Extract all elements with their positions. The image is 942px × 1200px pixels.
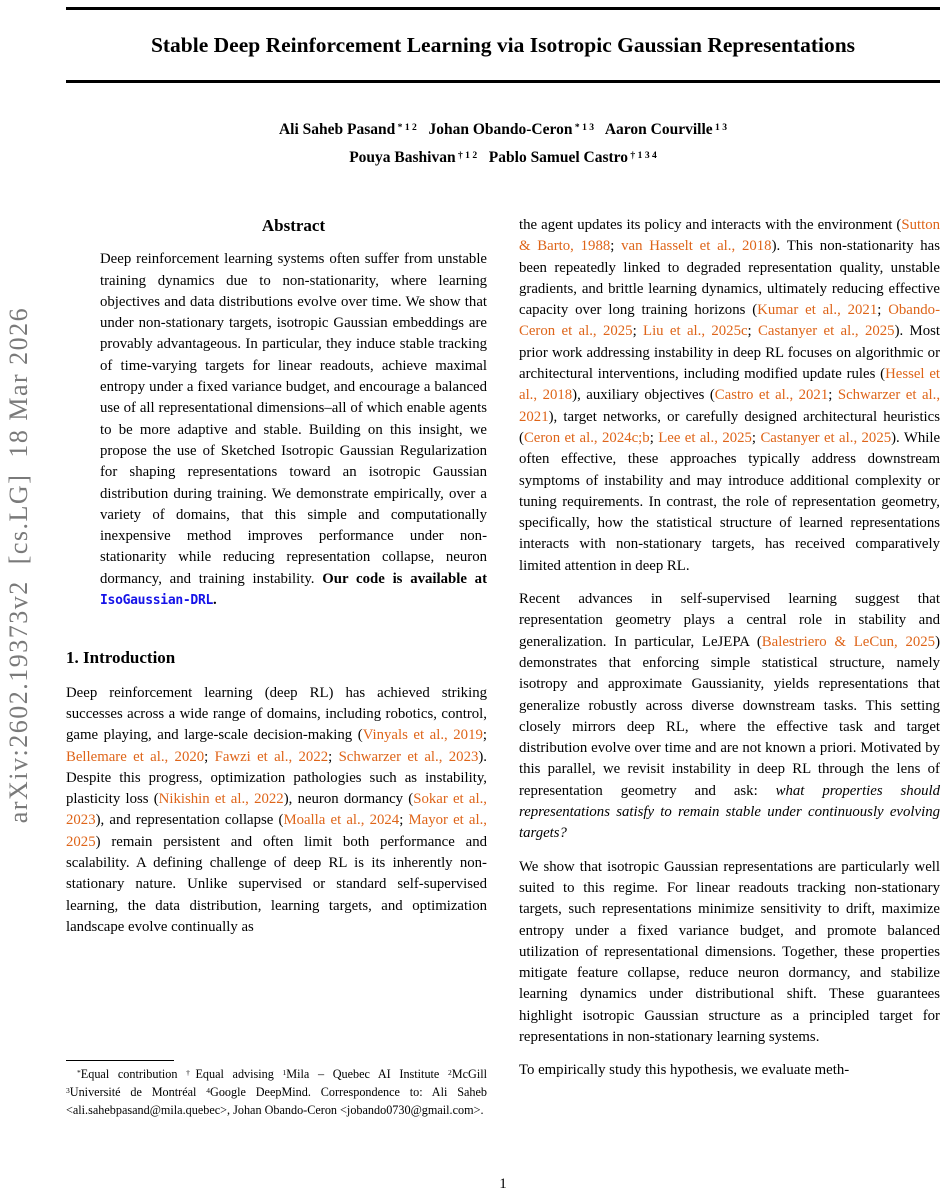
author-line-1 [66, 117, 940, 145]
footnote-rule [66, 1060, 174, 1061]
text-run: ; [328, 748, 339, 765]
bold-text: Pouya Bashivan [349, 149, 456, 166]
paper-title: Stable Deep Reinforcement Learning via Isotropic Gaussian Representations [150, 33, 856, 57]
text-run: ). While often effective, these approaches typically address downstream symptoms of instability and may introduce additional complexity or tuning requirements. In contrast, the role of representation geometry, specifically, how the statistical structure of learned representations interacts with non-stationary targets, has received comparatively limited attention in deep RL. [519, 429, 941, 574]
text-run: ) demonstrates that enforcing simple statistical structure, namely isotropy and approximate Gaussianity, yields representations that generalize robustly across diverse downstream tasks. This setting closely mirrors deep RL, where the effective task and target distribution evolve over time and are not known a priori. Motivated by this parallel, we revisit instability in deep RL through the lens of representation geometry and ask: [519, 633, 940, 799]
text-run: ; [828, 387, 838, 404]
text-run [594, 121, 605, 138]
text-run: ), target networks, or carefully designed architectural heuristics ( [519, 408, 940, 446]
arxiv-watermark: arXiv:2602.19373v2 [cs.LG] 18 Mar 2026 [4, 306, 33, 824]
superscript-marker: † 1 3 4 [628, 149, 657, 161]
citation-link[interactable]: Schwarzer et al., 2021 [519, 387, 941, 425]
author-line-2 [66, 145, 940, 173]
superscript-marker: † 1 2 [455, 149, 478, 161]
citation-link[interactable]: Ceron et al., 2024c;b [523, 429, 650, 446]
footnote-text [66, 1066, 487, 1119]
text-run [477, 149, 489, 166]
citation-link[interactable]: Kumar et al., 2021 [757, 302, 878, 319]
superscript-marker: 2 [447, 1067, 452, 1077]
citation-link[interactable]: Mayor et al., 2025 [66, 812, 487, 850]
bold-text: . [213, 592, 217, 609]
introduction-paragraph [66, 683, 487, 939]
title-rule-top [66, 7, 940, 10]
bold-text: Our code is available at [322, 570, 487, 587]
text-run: ; [482, 727, 488, 744]
citation-link[interactable]: Moalla et al., 2024 [283, 812, 400, 829]
citation-link[interactable]: Castanyer et al., 2025 [760, 429, 892, 446]
text-run: ; [877, 302, 889, 319]
text-run: ), and representation collapse ( [95, 812, 284, 829]
superscript-marker: 4 [206, 1085, 211, 1095]
text-run: Equal advising [195, 1067, 283, 1081]
citation-link[interactable]: Bellemare et al., 2020 [66, 748, 205, 765]
body-paragraph [519, 215, 940, 577]
superscript-marker: 1 3 [712, 121, 728, 133]
citation-link[interactable]: Obando-Ceron et al., 2025 [519, 302, 940, 340]
text-run: ; [649, 429, 659, 446]
text-run: ). Despite this progress, optimization pathologies such as instability, plasticity loss ( [66, 748, 488, 808]
italic-text: what properties should representations satisfy to remain stable under continuously evolving targets? [519, 782, 941, 842]
bold-text: Pablo Samuel Castro [488, 149, 629, 166]
left-column [66, 215, 487, 1094]
section-heading-introduction: 1. Introduction [66, 648, 176, 668]
citation-link[interactable]: Castanyer et al., 2025 [758, 323, 895, 340]
body-paragraph [519, 1060, 940, 1081]
text-run: To empirically study this hypothesis, we evaluate meth- [519, 1062, 850, 1079]
code-link[interactable]: IsoGaussian-DRL [100, 593, 214, 609]
paper-content [66, 0, 940, 1094]
text-run: Recent advances in self-supervised learning suggest that representation geometry plays a central role in stability and generalization. In particular, LeJEPA ( [519, 591, 940, 650]
two-column-layout [66, 215, 940, 1094]
citation-link[interactable]: Castro et al., 2021 [714, 387, 829, 404]
text-run: ). This non-stationarity has been repeatedly linked to degraded representation quality, unstable gradients, and brittle learning dynamics, ultimately reducing effective capacity over long training horizons ( [519, 238, 941, 319]
citation-link[interactable]: Sutton & Barto, 1988 [519, 217, 940, 255]
text-run: ; [204, 748, 215, 765]
text-run: Mila – Quebec AI Institute [286, 1067, 448, 1081]
abstract-section [66, 215, 487, 611]
text-run: Google DeepMind. Correspondence to: Ali Saheb <ali.sahebpasand@mila.quebec>, Johan Obando-Ceron <jobando0730@gmail.com>. [66, 1085, 487, 1118]
body-paragraph [519, 857, 940, 1049]
text-run: Equal contribution [80, 1067, 187, 1081]
citation-link[interactable]: van Hasselt et al., 2018 [621, 238, 772, 255]
citation-link[interactable]: Schwarzer et al., 2023 [338, 748, 479, 765]
page-number: 1 [499, 1176, 507, 1192]
citation-link[interactable]: Sokar et al., 2023 [66, 791, 487, 829]
text-run: ; [747, 323, 759, 340]
text-run: Deep reinforcement learning (deep RL) has achieved striking successes across a wide range of domains, including robotics, control, game playing, and large-scale decision-making ( [66, 684, 487, 744]
citation-link[interactable]: Lee et al., 2025 [658, 429, 752, 446]
footnote-block [66, 1058, 487, 1119]
text-run: ) remain persistent and often limit both performance and scalability. A defining challenge of deep RL is its inherently non-stationary nature. Unlike supervised or standard self-supervised learning, the data distribution, learning targets, and optimization landscape evolve continually as [66, 833, 487, 935]
superscript-marker: * 1 3 [572, 121, 595, 133]
body-paragraph [519, 589, 940, 845]
abstract-heading: Abstract [261, 216, 326, 235]
superscript-marker: * [77, 1067, 81, 1077]
text-run: ; [399, 812, 409, 829]
citation-link[interactable]: Fawzi et al., 2022 [214, 748, 329, 765]
text-run: We show that isotropic Gaussian representations are particularly well suited to this regime. For linear readouts tracking non-stationary targets, such representations minimize sensitivity to drift, maximize entropy under a fixed variance budget, and promote balanced utilization of representational dimensions. Together, these properties mitigate feature collapse, reduce neuron dormancy, and stabilize learning dynamics under distributional shift. These guarantees highlight isotropic Gaussian structure as a principled target for representations in non-stationary learning systems. [519, 858, 940, 1045]
text-run: Université de Montréal [69, 1085, 207, 1100]
text-run: ). Most prior work addressing instability in deep RL focuses on algorithmic or architectural interventions, including modified update rules ( [519, 323, 940, 383]
text-run: McGill [451, 1067, 487, 1081]
text-run: ; [632, 323, 644, 340]
citation-link[interactable]: Balestriero & LeCun, 2025 [761, 633, 936, 650]
superscript-marker: 3 [66, 1085, 70, 1095]
citation-link[interactable]: Nikishin et al., 2022 [158, 791, 284, 808]
bold-text: Ali Saheb Pasand [278, 121, 396, 138]
text-run: ; [610, 238, 622, 255]
citation-link[interactable]: Hessel et al., 2018 [519, 366, 940, 404]
abstract-text [100, 249, 487, 611]
citation-link[interactable]: Vinyals et al., 2019 [362, 727, 483, 744]
title-rule-bottom [66, 80, 940, 83]
citation-link[interactable]: Liu et al., 2025c [643, 323, 748, 340]
superscript-marker: † [186, 1067, 196, 1077]
text-run: Deep reinforcement learning systems often suffer from unstable training dynamics due to non-stationarity, where learning objectives and data distributions evolve over time. We show that under non-stationary targets, isotropic Gaussian embeddings are provably advantageous. In particular, they induce stable tracking of time-varying targets for linear readouts, achieve maximal entropy under a fixed variance budget, and encourage a balanced use of all representational dimensions–all of which enable agents to be more adaptive and stable. Building on this insight, we propose the use of Sketched Isotropic Gaussian Regularization for shaping representations toward an isotropic Gaussian distribution during training. We demonstrate empirically, over a variety of domains, that this simple and computationally inexpensive method improves performance under non-stationarity while reducing representation collapse, neuron dormancy, and training instability. [100, 251, 487, 587]
superscript-marker: * 1 2 [395, 121, 417, 133]
text-run: ; [751, 429, 761, 446]
text-run: ), auxiliary objectives ( [572, 387, 715, 404]
superscript-marker: 1 [282, 1067, 287, 1077]
text-run: ), neuron dormancy ( [283, 791, 414, 808]
text-run [417, 121, 429, 138]
text-run: the agent updates its policy and interacts with the environment ( [519, 217, 902, 233]
bold-text: Aaron Courville [604, 121, 713, 138]
bold-text: Johan Obando-Ceron [428, 121, 573, 138]
right-column [519, 215, 940, 1094]
authors-block [66, 117, 940, 173]
